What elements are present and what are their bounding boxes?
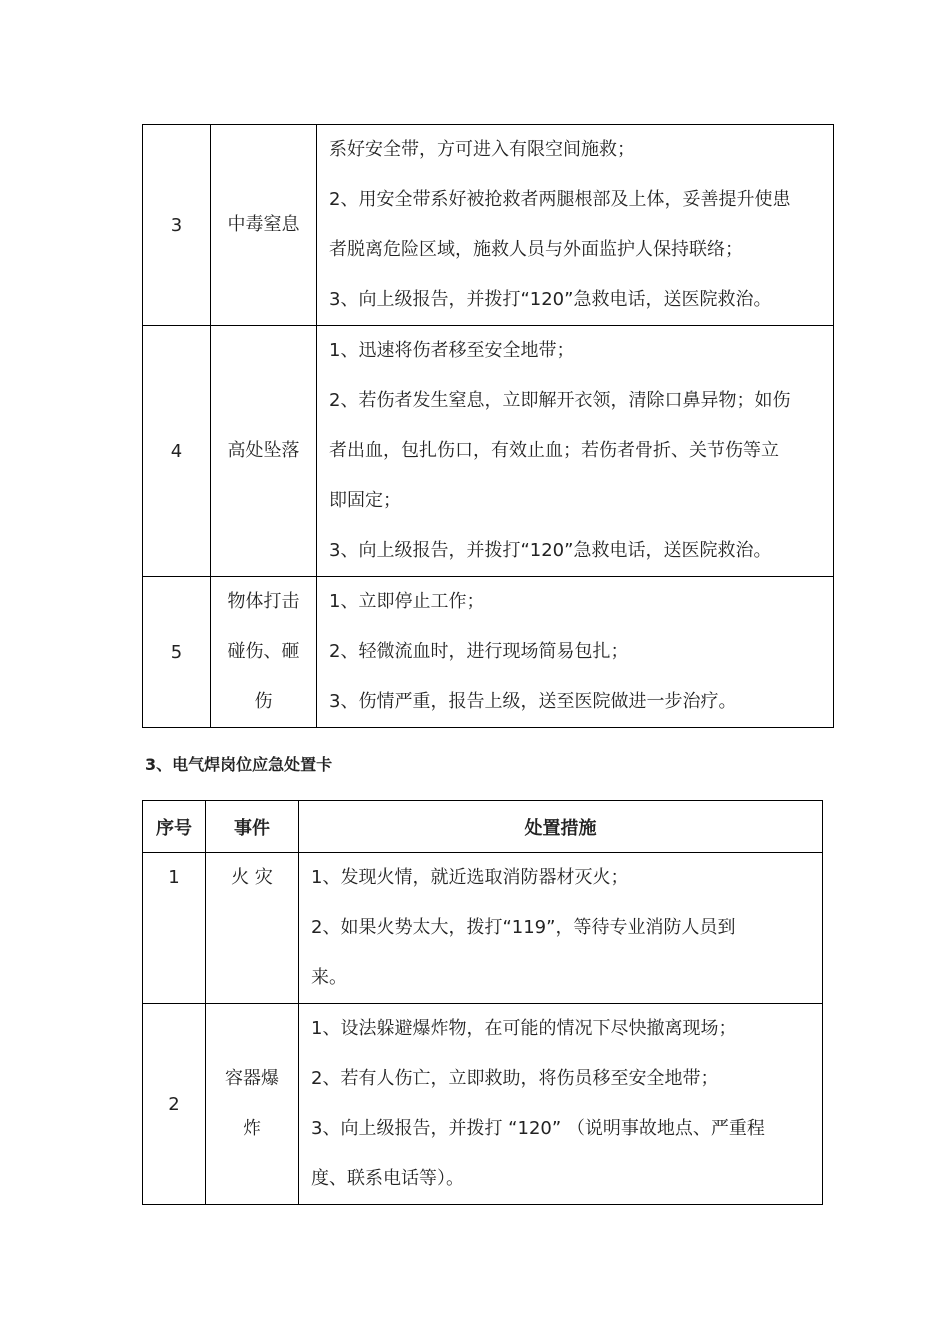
table-row [143, 577, 834, 728]
event-label: 物体打击 [227, 591, 300, 612]
measure-line: 3、向上级报告，并拨打“120”急救电话，送医院救治。 [329, 289, 772, 310]
event-cell [211, 125, 317, 326]
event-label: 炸 [243, 1118, 261, 1139]
row-number: 3 [143, 125, 211, 326]
event-label: 高处坠落 [227, 440, 300, 461]
welding-emergency-table [142, 800, 823, 1205]
measures-cell [299, 853, 823, 1004]
table-row [143, 1004, 823, 1205]
measure-line: 来。 [311, 967, 347, 988]
column-header-number: 序号 [143, 801, 206, 853]
event-cell [206, 1004, 299, 1205]
event-label: 火 灾 [231, 867, 273, 888]
measure-line: 3、向上级报告，并拨打“120”急救电话，送医院救治。 [329, 540, 772, 561]
measure-line: 1、设法躲避爆炸物，在可能的情况下尽快撤离现场； [311, 1018, 737, 1039]
event-label: 中毒窒息 [227, 214, 300, 235]
row-number-text: 1 [168, 867, 180, 888]
measure-line: 3、向上级报告，并拨打 “120” （说明事故地点、严重程 [311, 1118, 765, 1139]
measures-cell [317, 326, 834, 577]
row-number: 2 [143, 1004, 206, 1205]
row-number: 4 [143, 326, 211, 577]
measure-line: 1、迅速将伤者移至安全地带； [329, 340, 575, 361]
measure-line: 者出血，包扎伤口，有效止血；若伤者骨折、关节伤等立 [329, 440, 779, 461]
measure-line: 2、若伤者发生窒息，立即解开衣领，清除口鼻异物；如伤 [329, 390, 791, 411]
event-cell [211, 577, 317, 728]
emergency-table-continued [142, 124, 834, 728]
column-header-measures: 处置措施 [299, 801, 823, 853]
event-label: 碰伤、砸 [227, 641, 300, 662]
measure-line: 者脱离危险区域，施救人员与外面监护人保持联络； [329, 239, 743, 260]
measure-line: 度、联系电话等）。 [311, 1168, 464, 1189]
row-number: 5 [143, 577, 211, 728]
measures-cell [299, 1004, 823, 1205]
table-row [143, 125, 834, 326]
measure-line: 2、用安全带系好被抢救者两腿根部及上体，妥善提升使患 [329, 189, 791, 210]
measure-line: 2、轻微流血时，进行现场简易包扎； [329, 641, 629, 662]
measure-line: 1、立即停止工作； [329, 591, 485, 612]
table-header-row [143, 801, 823, 853]
event-label: 容器爆 [225, 1068, 279, 1089]
event-label: 伤 [254, 691, 273, 712]
measure-line: 系好安全带，方可进入有限空间施救； [329, 139, 635, 160]
event-cell [211, 326, 317, 577]
measure-line: 1、发现火情，就近选取消防器材灭火； [311, 867, 629, 888]
measure-line: 即固定； [329, 490, 401, 511]
table-row [143, 326, 834, 577]
measures-cell [317, 125, 834, 326]
measures-cell [317, 577, 834, 728]
section-heading: 3、电气焊岗位应急处置卡 [145, 755, 333, 774]
measure-line: 2、若有人伤亡，立即救助，将伤员移至安全地带； [311, 1068, 719, 1089]
event-cell [206, 853, 299, 1004]
measure-line: 2、如果火势太大，拨打“119”，等待专业消防人员到 [311, 917, 736, 938]
measure-line: 3、伤情严重，报告上级，送至医院做进一步治疗。 [329, 691, 737, 712]
column-header-event: 事件 [206, 801, 299, 853]
row-number [143, 853, 206, 1004]
table-row [143, 853, 823, 1004]
